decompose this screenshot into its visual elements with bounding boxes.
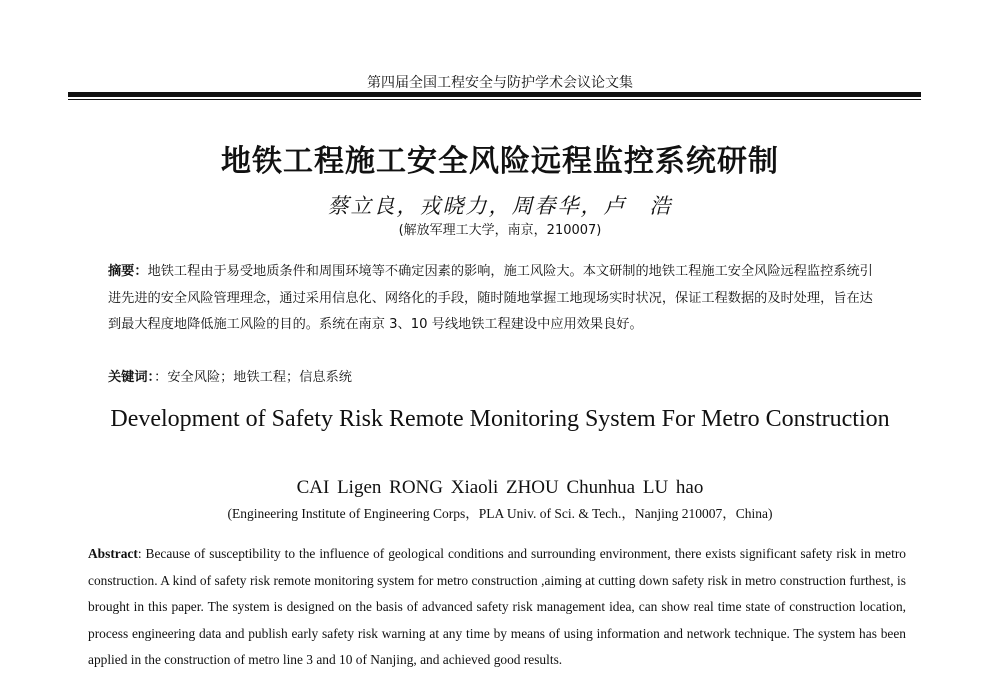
- header-rule-thin: [68, 99, 921, 100]
- affiliation-chinese: (解放军理工大学，南京，210007): [398, 223, 602, 238]
- keywords-chinese-text: ：安全风险；地铁工程；信息系统: [154, 370, 352, 385]
- authors-english: CAI Ligen RONG Xiaoli ZHOU Chunhua LU hao: [296, 477, 704, 498]
- header-rule-thick: [68, 92, 921, 97]
- abstract-english-text: : Because of susceptibility to the influence of geological conditions and surrounding environment, there exists significant safety risk in metro construction. A kind of safety risk remote monitoring system for metro construction ,aiming at cutting down safety risk in metro construction furthest, is brought in this paper. The system is designed on the basis of advanced safety risk management idea, can show real time state of construction location, process engineering data and publish early safety risk warning at any time by means of using information and network technique. The system has been applied in the construction of metro line 3 and 10 of Nanjing, and achieved good results.: [88, 546, 906, 668]
- keywords-chinese-label: 关键词：: [108, 370, 155, 385]
- abstract-chinese-label: 摘要：: [108, 264, 148, 279]
- authors-chinese: 蔡立良，戎晓力，周春华，卢 浩: [327, 194, 673, 218]
- abstract-english: [88, 541, 906, 674]
- abstract-chinese: [108, 259, 884, 339]
- abstract-english-label: Abstract: [88, 546, 138, 561]
- title-english: Development of Safety Risk Remote Monitoring System For Metro Construction: [110, 406, 890, 432]
- title-chinese: 地铁工程施工安全风险远程监控系统研制: [221, 144, 779, 179]
- proceedings-header: 第四届全国工程安全与防护学术会议论文集: [367, 75, 633, 91]
- keywords-chinese: [108, 366, 884, 385]
- abstract-chinese-text: 地铁工程由于易受地质条件和周围环境等不确定因素的影响，施工风险大。本文研制的地铁工程施工安全风险远程监控系统引进先进的安全风险管理理念，通过采用信息化、网络化的手段，随时随地掌握工地现场实时状况，保证工程数据的及时处理，旨在达到最大程度地降低施工风险的目的。系统在南京 3、10 号线地铁工程建设中应用效果良好。: [108, 264, 873, 332]
- affiliation-english: (Engineering Institute of Engineering Corps，PLA Univ. of Sci. & Tech.，Nanjing 210007，China): [227, 506, 773, 521]
